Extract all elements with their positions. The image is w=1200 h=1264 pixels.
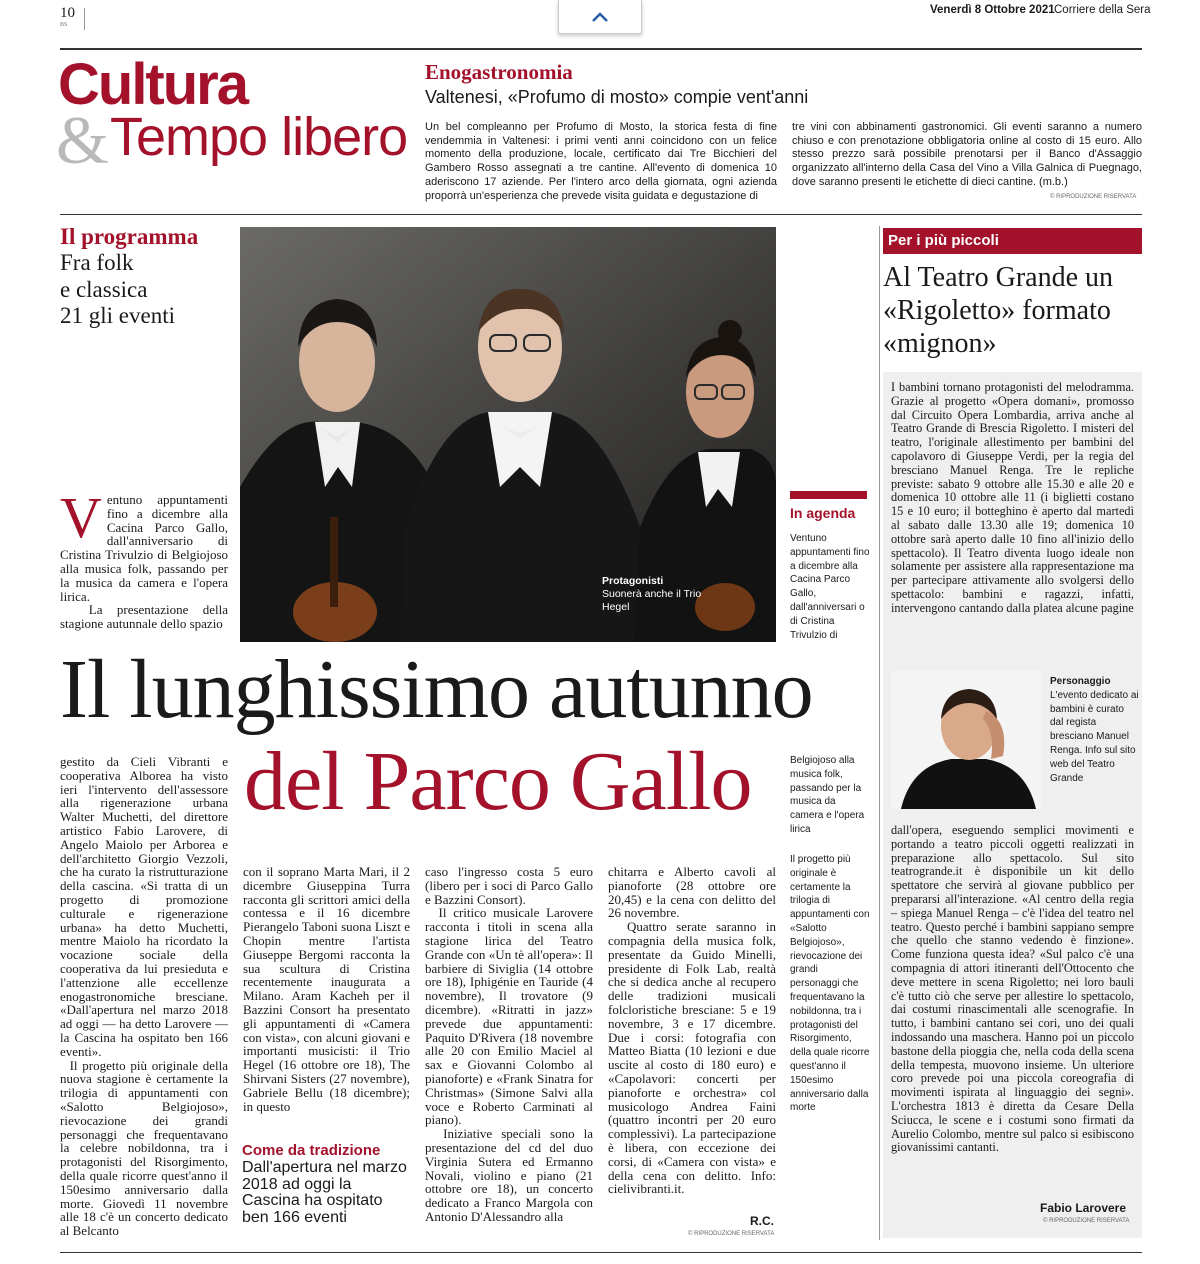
body-column-1 [60, 755, 228, 1238]
photo-caption [602, 575, 712, 614]
section-title-cultura: Cultura [58, 52, 247, 117]
copyright-notice: © RIPRODUZIONE RISERVATA [1050, 194, 1137, 200]
body-paragraph: Iniziative speciali sono la presentazione del cd del duo Virginia Sutera ed Ermanno Novali, violino e piano (21 ottobre ore 18), un concerto dedicato a Franco Margola con Antonio D'Alessandro alla [425, 1126, 594, 1224]
agenda-bar [790, 491, 867, 499]
body-column-3 [425, 865, 593, 1224]
programma-subtitle [60, 250, 230, 330]
body-paragraph: gestito da Cieli Vibranti e cooperativa Alborea ha visto ieri l'intervento dell'assessore alla rigenerazione urbana Walter Muchetti, del direttore artistico Fabio Larovere, di Angelo Maiolo per Arborea e dell'architetto Giorgio Vezzoli, che ha curato la ristrutturazione della cascina. «Si tratta di un progetto di promozione culturale e rigenerazione urbana» ha detto Muchetti, mentre Maiolo ha ricordato la vocazione sociale della cooperativa da lui presieduta e l'attenzione alle eccellenze enogastronomiche bresciane. «Dall'apertura nel marzo 2018 ad oggi — ha detto Larovere — la Cascina ha ospitato ben 166 eventi». [60, 754, 228, 1059]
top-rule [60, 48, 1142, 50]
body-paragraph: caso l'ingresso costa 5 euro (libero per i soci di Parco Gallo e Bazzini Consort). [425, 864, 593, 907]
kids-text-1: I bambini tornano protagonisti del melodramma. Grazie al progetto «Opera domani», promosso dal Circuito Opera Lombardia, arriva anche al Teatro Grande di Brescia Rigoletto. I misteri del teatro, l'originale allestimento per bambini del capolavoro di Giuseppe Verdi, per la regia del bresciano Manuel Renga. Tre le repliche previste: sabato 9 ottobre alle 15.30 e alle 20 e domenica 10 ottobre alle 11 (i biglietti costano 15 e 10 euro; il botteghino è aperto dal martedì al sabato dalle 13.30 alle 19; domenica 10 ottobre sarà aperto dalle 10 fino all'inizio dello spettacolo). Il Teatro diventa luogo ideale non solamente per assistere alla rappresentazione ma per partecipare attivamente allo svolgersi dello spettacolo: bambini e ragazzi, infatti, intervengono cantando dalla platea alcune pagine [891, 380, 1134, 615]
portrait-illustration [891, 671, 1041, 809]
manuel-renga-photo [891, 671, 1041, 809]
lead-text: entuno appuntamenti fino a dicembre alla Cacina Parco Gallo, dall'anniversario di Cristina Trivulzio di Belgiojoso alla musica folk, passando per la musica da camera e l'opera lirica. [60, 492, 228, 604]
body-paragraph: con il soprano Marta Mari, il 2 dicembre Giuseppina Turra racconta gli scrittori amici della contessa e il 16 dicembre Pierangelo Taboni suona Liszt e Chopin mentre l'artista Giuseppe Bergomi racconta la sua scultura di Cristina recentemente inaugurata a Milano. Aram Kacheh per il Bazzini Consort ha presentato gli appuntamenti di «Camera con vista», con alcuni giovani e importanti musicisti: il Trio Hegel (16 ottobre ore 18), The Shirvani Sisters (27 novembre), Gabriele Bellu (18 dicembre); in questo [243, 864, 410, 1114]
agenda-text-continued: Il progetto più originale è certamente la trilogia di appuntamenti con «Salotto Belgiojoso», rievocazione dei grandi personaggi che frequentavano la nobildonna, tra i protagonisti del Risorgimento, della quale ricorre quest'anno il 150esimo anniversario dalla morte [790, 854, 870, 1114]
section-title-tempo-libero: Tempo libero [110, 107, 408, 167]
dropcap: V [60, 485, 102, 550]
kids-photo-caption-text: L'evento dedicato ai bambini è curato dal regista bresciano Manuel Renga. Info sul sito web del Teatro Grande [1050, 689, 1139, 784]
body-paragraph: Il critico musicale Larovere racconta i titoli in scena alla stagione lirica del Teatro Grande con «Un tè all'opera»: Il barbiere di Siviglia (14 ottobre ore 18), Iphigénie en Tauride (4 novembre), Il trovatore (9 dicembre). «Ritratti in jazz» prevede due appuntamenti: Paquito D'Rivera (18 novembre alle 20 con Emilio Maciel al sax e Giovanni Colombo al pianoforte) e «Frank Sinatra for Christmas» (Simone Salvi alla voce e Roberto Carminati al piano). [425, 905, 593, 1128]
enogastronomia-title: Valtenesi, «Profumo di mosto» compie vent'anni [425, 87, 809, 107]
kids-photo-caption-title: Personaggio [1050, 676, 1111, 687]
programma-subtitle-line: e classica [60, 276, 148, 302]
copyright-notice: © RIPRODUZIONE RISERVATA [688, 1231, 775, 1237]
lead-text-2: La presentazione della stagione autunnale dello spazio [60, 602, 228, 632]
scroll-up-button[interactable] [558, 0, 642, 34]
programma-subtitle-line: 21 gli eventi [60, 303, 175, 328]
top-divider [84, 8, 85, 30]
page-code: BS [60, 22, 68, 28]
kids-title: Al Teatro Grande un «Rigoletto» formato «mignon» [883, 262, 1114, 359]
programma-kicker: Il programma [60, 224, 199, 249]
lead-paragraph [60, 485, 228, 632]
body-paragraph: Il progetto più originale della nuova stagione è certamente la trilogia di appuntamenti con «Salotto Belgiojoso», rievocazione dei grandi personaggi che frequentavano la celebre nobildonna, tra i protagonisti del Risorgimento, della quale ricorre quest'anno il 150esimo anniversario dalla morte. Giovedì 11 novembre alle 18 c'è un concerto dedicato al Belcanto [60, 1057, 229, 1239]
body-column-4 [608, 865, 776, 1196]
author-signature: R.C. [750, 1214, 774, 1228]
photo-caption-text: Suonerà anche il Trio Hegel [602, 588, 702, 613]
issue-date: Venerdì 8 Ottobre 2021 [930, 4, 1055, 16]
copyright-notice: © RIPRODUZIONE RISERVATA [1043, 1218, 1130, 1224]
newspaper-name: Corriere della Sera [1054, 4, 1151, 16]
programma-subtitle-line: Fra folk [60, 250, 134, 275]
chevron-up-icon [591, 11, 609, 23]
body-column-2 [243, 865, 410, 1113]
column-divider [879, 226, 880, 1240]
kids-author-signature: Fabio Larovere [1040, 1201, 1127, 1215]
enogastronomia-kicker: Enogastronomia [425, 60, 573, 84]
tradizione-kicker: Come da tradizione [242, 1142, 381, 1159]
body-paragraph: Quattro serate saranno in compagnia della musica folk, presentate da Guido Minelli, presidente di Folk Lab, realtà che si dedica anche al recupero delle tradizioni musicali folcloristiche bresciane: 5 e 19 novembre, 3 e 17 dicembre. Due i corsi: fotografia con Matteo Biatta (10 lezioni e due uscite al costo di 180 euro) e «Capolavori: concerti per pianoforte e orchestra» col musicologo Andrea Faini (quattro incontri per 20 euro complessivi). La partecipazione è libera, con eccezione dei corsi, di «Camera con vista» e della cena con delitto. Info: cielivibranti.it. [608, 919, 777, 1197]
bottom-rule [60, 1252, 1142, 1253]
section-rule [60, 214, 1142, 215]
tradizione-pullquote: Dall'apertura nel marzo 2018 ad oggi la Cascina ha ospitato ben 166 eventi [242, 1159, 407, 1226]
page-number: 10 [60, 5, 75, 21]
enogastronomia-text-col1: Un bel compleanno per Profumo di Mosto, la storica festa di fine vendemmia in Valtenesi: i primi venti anni coincidono con un felice momento della produzione, locale, certificato dai Tre Bicchieri del Gambero Rosso assegnati a tre cantine. All'evento di domenica 10 aderiscono 17 aziende. Per l'intero arco della giornata, ogni azienda proporrà un'esperienza che prevede visita guidata e degustazione di [425, 121, 777, 202]
kids-text-2: dall'opera, eseguendo semplici movimenti e portando a teatro piccoli oggetti realizzati in preparazione allo spettacolo. Sul sito teatrogrande.it è disponibile un kit dello spettatore che servirà al giovane pubblico per prepararsi all'interazione. «Al centro della regia – spiega Manuel Renga – c'è l'idea del teatro nel teatro. Questo perché i bambini sappiano sempre che quello che stanno vedendo è finzione». Come funziona questa idea? «Sul palco c'è una compagnia di attori itineranti dell'Ottocento che deve mettere in scena Rigoletto; nei loro bauli c'è tutto ciò che serve per allestire lo spettacolo, dai costumi rinascimentali alle scenografie. In tutto, i bambini cantano sei cori, uno dei quali indossando una maschera. Hanno poi un piccolo bastone della pioggia che, nella coda della scena della tempesta, muovono insieme. Un ulteriore coro prevede poi una piccola coreografia di movimenti ispirata al linguaggio dei segni». L'orchestra 1813 è diretta da Cesare Della Sciucca, le scene e i costumi sono firmati da Aurelio Colombo, mentre sul palco si esibiscono giovanissimi cantanti. [891, 823, 1134, 1155]
body-paragraph: chitarra e Alberto cavoli al pianoforte (28 ottobre ore 20,45) e la cena con delitto del 26 novembre. [608, 864, 776, 921]
photo-caption-title: Protagonisti [602, 575, 664, 587]
section-ampersand: & [56, 102, 109, 178]
kids-kicker: Per i più piccoli [888, 232, 999, 249]
headline-line1: Il lunghissimo autunno [60, 643, 813, 736]
kids-photo-caption [1050, 675, 1140, 785]
headline-line2: del Parco Gallo [244, 735, 752, 828]
enogastronomia-text-col2: tre vini con abbinamenti gastronomici. Gli eventi saranno a numero chiuso e con prenotazione obbligatoria online al costo di 15 euro. Allo stesso prezzo sarà possibile prenotarsi per il Banco d'Assaggio organizzato all'interno della Casa del Vino a Villa Galnica di Puegnago, dove saranno presenti le etichette di dieci cantine. (m.b.) [792, 121, 1142, 188]
agenda-text-continued: Belgiojoso alla musica folk, passando per la musica da camera e l'opera lirica [790, 755, 865, 835]
agenda-text: Ventuno appuntamenti fino a dicembre alla Cacina Parco Gallo, dall'anniversari o di Cristina Trivulzio di [790, 533, 870, 641]
agenda-kicker: In agenda [790, 505, 856, 521]
